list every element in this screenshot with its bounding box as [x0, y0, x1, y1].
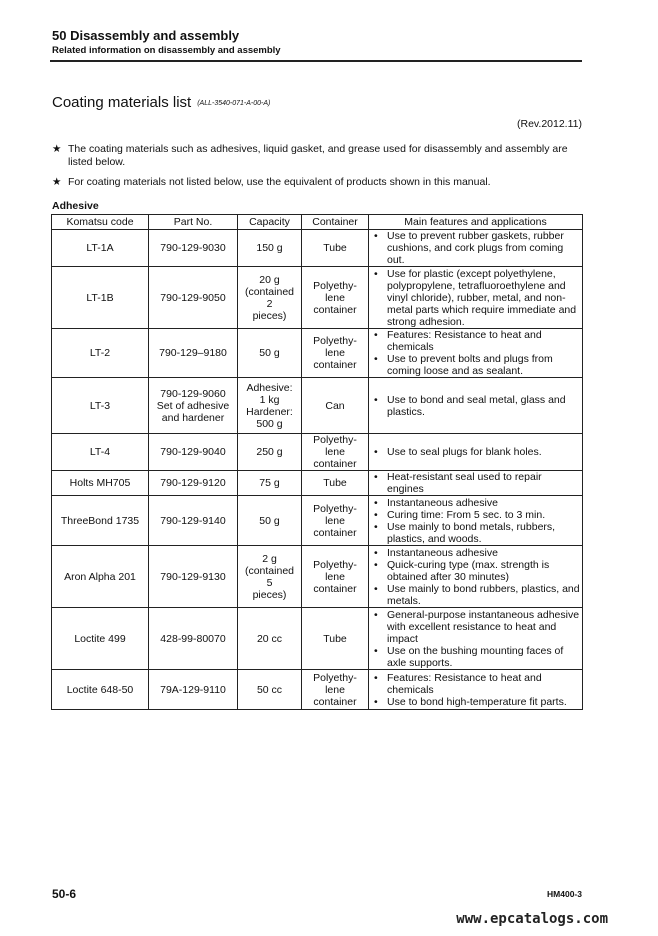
table-header-row	[52, 215, 583, 230]
feature-list	[373, 547, 580, 607]
cell-komatsu-code: Loctite 499	[52, 608, 149, 670]
cell-container-line: container	[313, 359, 357, 371]
cell-capacity	[238, 496, 302, 546]
feature-item: • General-purpose instantaneous adhesive with excellent resistance to heat and impact	[373, 609, 580, 645]
model-label: HM400-3	[547, 889, 582, 899]
cell-container	[302, 329, 369, 378]
cell-capacity	[238, 546, 302, 608]
cell-capacity-line: 50 g	[259, 347, 280, 359]
section-heading	[52, 94, 270, 111]
feature-item: • Use for plastic (except polyethylene, polypropylene, tetrafluoroethylene and vinyl chloride), rubber, metal, and non-metal parts which require immediate and strong adhesion.	[373, 268, 580, 328]
cell-capacity	[238, 378, 302, 434]
feature-list	[373, 394, 580, 418]
cell-capacity-line: pieces)	[252, 309, 287, 322]
cell-features	[369, 267, 583, 329]
cell-features	[369, 230, 583, 267]
cell-features	[369, 329, 583, 378]
cell-komatsu-code: LT-4	[52, 434, 149, 471]
header-container: Container	[302, 215, 369, 230]
category-heading: Adhesive	[52, 200, 99, 212]
cell-capacity-line: 20 cc	[256, 632, 283, 645]
cell-part-no	[149, 230, 238, 267]
header-komatsu-code: Komatsu code	[52, 215, 149, 230]
cell-container-line: container	[313, 695, 357, 708]
cell-part-no	[149, 378, 238, 434]
cell-capacity-line: 1 kg	[259, 393, 280, 406]
cell-capacity-line: 75 g	[259, 477, 280, 489]
cell-capacity-line: (contained 2	[244, 285, 295, 310]
cell-features	[369, 670, 583, 710]
cell-capacity-line: 500 g	[256, 417, 283, 430]
cell-capacity	[238, 230, 302, 267]
feature-list	[373, 471, 580, 495]
cell-container-line: Polyethy-	[313, 279, 357, 292]
watermark-url[interactable]: www.epcatalogs.com	[456, 911, 608, 927]
cell-capacity-line: Adhesive:	[246, 381, 293, 394]
cell-komatsu-code: LT-1A	[52, 230, 149, 267]
feature-item: • Use to prevent rubber gaskets, rubber cushions, and cork plugs from coming out.	[373, 230, 580, 266]
table-row	[52, 434, 583, 471]
table-row	[52, 267, 583, 329]
cell-part-no	[149, 471, 238, 496]
feature-item: • Curing time: From 5 sec. to 3 min.	[373, 509, 580, 521]
note-item	[52, 176, 582, 189]
feature-item: • Features: Resistance to heat and chemicals	[373, 329, 580, 353]
cell-container-line: lene	[325, 683, 345, 696]
cell-capacity-line: 50 cc	[256, 683, 283, 696]
cell-container	[302, 670, 369, 710]
note-text: For coating materials not listed below, use the equivalent of products shown in this manual.	[68, 176, 491, 188]
cell-part-no-line: 790-129-9030	[160, 242, 226, 254]
cell-capacity	[238, 608, 302, 670]
cell-part-no	[149, 608, 238, 670]
cell-features	[369, 378, 583, 434]
cell-container-line: Tube	[323, 242, 347, 254]
cell-part-no-line: 790-129-9120	[160, 477, 226, 489]
cell-part-no-line: and hardener	[161, 411, 225, 424]
revision-label: (Rev.2012.11)	[517, 118, 582, 130]
cell-part-no-line: 790-129-9050	[160, 291, 226, 304]
section-code: (ALL-3540-071-A-00-A)	[197, 100, 271, 107]
cell-komatsu-code: LT-3	[52, 378, 149, 434]
table-row	[52, 230, 583, 267]
cell-capacity	[238, 670, 302, 710]
feature-item: • Use mainly to bond rubbers, plastics, and metals.	[373, 583, 580, 607]
cell-features	[369, 434, 583, 471]
cell-capacity-line: 2 g	[262, 552, 277, 565]
cell-features	[369, 608, 583, 670]
cell-komatsu-code: LT-1B	[52, 267, 149, 329]
cell-komatsu-code: Holts MH705	[52, 471, 149, 496]
feature-item: • Use mainly to bond metals, rubbers, plastics, and woods.	[373, 521, 580, 545]
cell-capacity	[238, 267, 302, 329]
table-row	[52, 670, 583, 710]
feature-item: • Features: Resistance to heat and chemicals	[373, 672, 580, 696]
cell-capacity-line: (contained 5	[244, 564, 295, 589]
cell-capacity	[238, 471, 302, 496]
cell-part-no-line: 790-129-9040	[160, 446, 226, 458]
cell-container-line: Polyethy-	[313, 671, 357, 684]
cell-container-line: lene	[325, 446, 345, 458]
feature-item: • Use to seal plugs for blank holes.	[373, 446, 580, 458]
feature-item: • Quick-curing type (max. strength is obtained after 30 minutes)	[373, 559, 580, 583]
cell-capacity-line: 250 g	[256, 446, 283, 458]
cell-features	[369, 546, 583, 608]
feature-item: • Use to prevent bolts and plugs from coming loose and as sealant.	[373, 353, 580, 377]
table-row	[52, 471, 583, 496]
cell-capacity	[238, 329, 302, 378]
header-rule	[50, 60, 582, 62]
cell-container-line: container	[313, 303, 357, 316]
feature-list	[373, 268, 580, 328]
cell-komatsu-code: LT-2	[52, 329, 149, 378]
cell-part-no	[149, 546, 238, 608]
cell-container-line: Polyethy-	[313, 335, 357, 347]
cell-komatsu-code: Aron Alpha 201	[52, 546, 149, 608]
cell-part-no	[149, 267, 238, 329]
feature-list	[373, 329, 580, 377]
cell-capacity-line: pieces)	[252, 588, 287, 601]
cell-features	[369, 471, 583, 496]
cell-container-line: container	[313, 582, 357, 595]
cell-komatsu-code: ThreeBond 1735	[52, 496, 149, 546]
cell-part-no	[149, 670, 238, 710]
cell-container	[302, 230, 369, 267]
cell-container-line: container	[313, 526, 357, 539]
table-row	[52, 608, 583, 670]
star-icon: ★	[52, 143, 62, 155]
cell-features	[369, 496, 583, 546]
table-row	[52, 496, 583, 546]
section-title: Coating materials list	[52, 94, 192, 111]
cell-container-line: Tube	[323, 477, 347, 489]
feature-list	[373, 672, 580, 708]
cell-part-no-line: Set of adhesive	[156, 399, 230, 412]
cell-container-line: Polyethy-	[313, 434, 357, 446]
cell-container	[302, 496, 369, 546]
cell-container-line: lene	[325, 291, 345, 304]
table-row	[52, 329, 583, 378]
cell-container-line: Can	[325, 399, 345, 412]
cell-part-no	[149, 434, 238, 471]
cell-capacity-line: 20 g	[259, 273, 280, 286]
cell-container	[302, 434, 369, 471]
cell-container	[302, 267, 369, 329]
feature-item: • Instantaneous adhesive	[373, 547, 580, 559]
feature-item: • Use on the bushing mounting faces of axle supports.	[373, 645, 580, 669]
cell-container-line: lene	[325, 570, 345, 583]
cell-part-no	[149, 496, 238, 546]
cell-part-no	[149, 329, 238, 378]
feature-list	[373, 446, 580, 458]
cell-container	[302, 546, 369, 608]
feature-list	[373, 497, 580, 545]
note-text: The coating materials such as adhesives, liquid gasket, and grease used for disassembly and assembly are listed below.	[68, 143, 568, 168]
note-item	[52, 143, 582, 168]
cell-container	[302, 471, 369, 496]
chapter-subtitle: Related information on disassembly and assembly	[52, 45, 281, 56]
cell-capacity-line: 150 g	[256, 242, 283, 254]
cell-container-line: Polyethy-	[313, 558, 357, 571]
cell-container	[302, 378, 369, 434]
table-row	[52, 378, 583, 434]
cell-part-no-line: 790-129-9140	[160, 514, 226, 527]
feature-item: • Use to bond and seal metal, glass and plastics.	[373, 394, 580, 418]
cell-container	[302, 608, 369, 670]
header-features: Main features and applications	[369, 215, 583, 230]
cell-container-line: container	[313, 458, 357, 470]
coating-materials-table	[51, 214, 583, 710]
feature-item: • Heat-resistant seal used to repair engines	[373, 471, 580, 495]
cell-part-no-line: 790-129–9180	[159, 347, 227, 359]
chapter-title: 50 Disassembly and assembly	[52, 28, 240, 43]
cell-container-line: lene	[325, 347, 345, 359]
cell-container-line: lene	[325, 514, 345, 527]
cell-container-line: Polyethy-	[313, 502, 357, 515]
cell-container-line: Tube	[323, 632, 347, 645]
feature-item: • Use to bond high-temperature fit parts.	[373, 696, 580, 708]
cell-capacity	[238, 434, 302, 471]
cell-capacity-line: 50 g	[259, 514, 280, 527]
header-part-no: Part No.	[149, 215, 238, 230]
cell-part-no-line: 79A-129-9110	[160, 683, 226, 696]
header-capacity: Capacity	[238, 215, 302, 230]
page-number: 50-6	[52, 887, 77, 901]
table-body	[52, 230, 583, 710]
cell-part-no-line: 790-129-9130	[160, 570, 226, 583]
cell-capacity-line: Hardener:	[246, 405, 293, 418]
feature-list	[373, 230, 580, 266]
table-row	[52, 546, 583, 608]
cell-komatsu-code: Loctite 648-50	[52, 670, 149, 710]
cell-part-no-line: 790-129-9060	[160, 387, 226, 400]
cell-part-no-line: 428-99-80070	[160, 632, 226, 645]
feature-list	[373, 609, 580, 669]
star-icon: ★	[52, 176, 62, 188]
feature-item: • Instantaneous adhesive	[373, 497, 580, 509]
